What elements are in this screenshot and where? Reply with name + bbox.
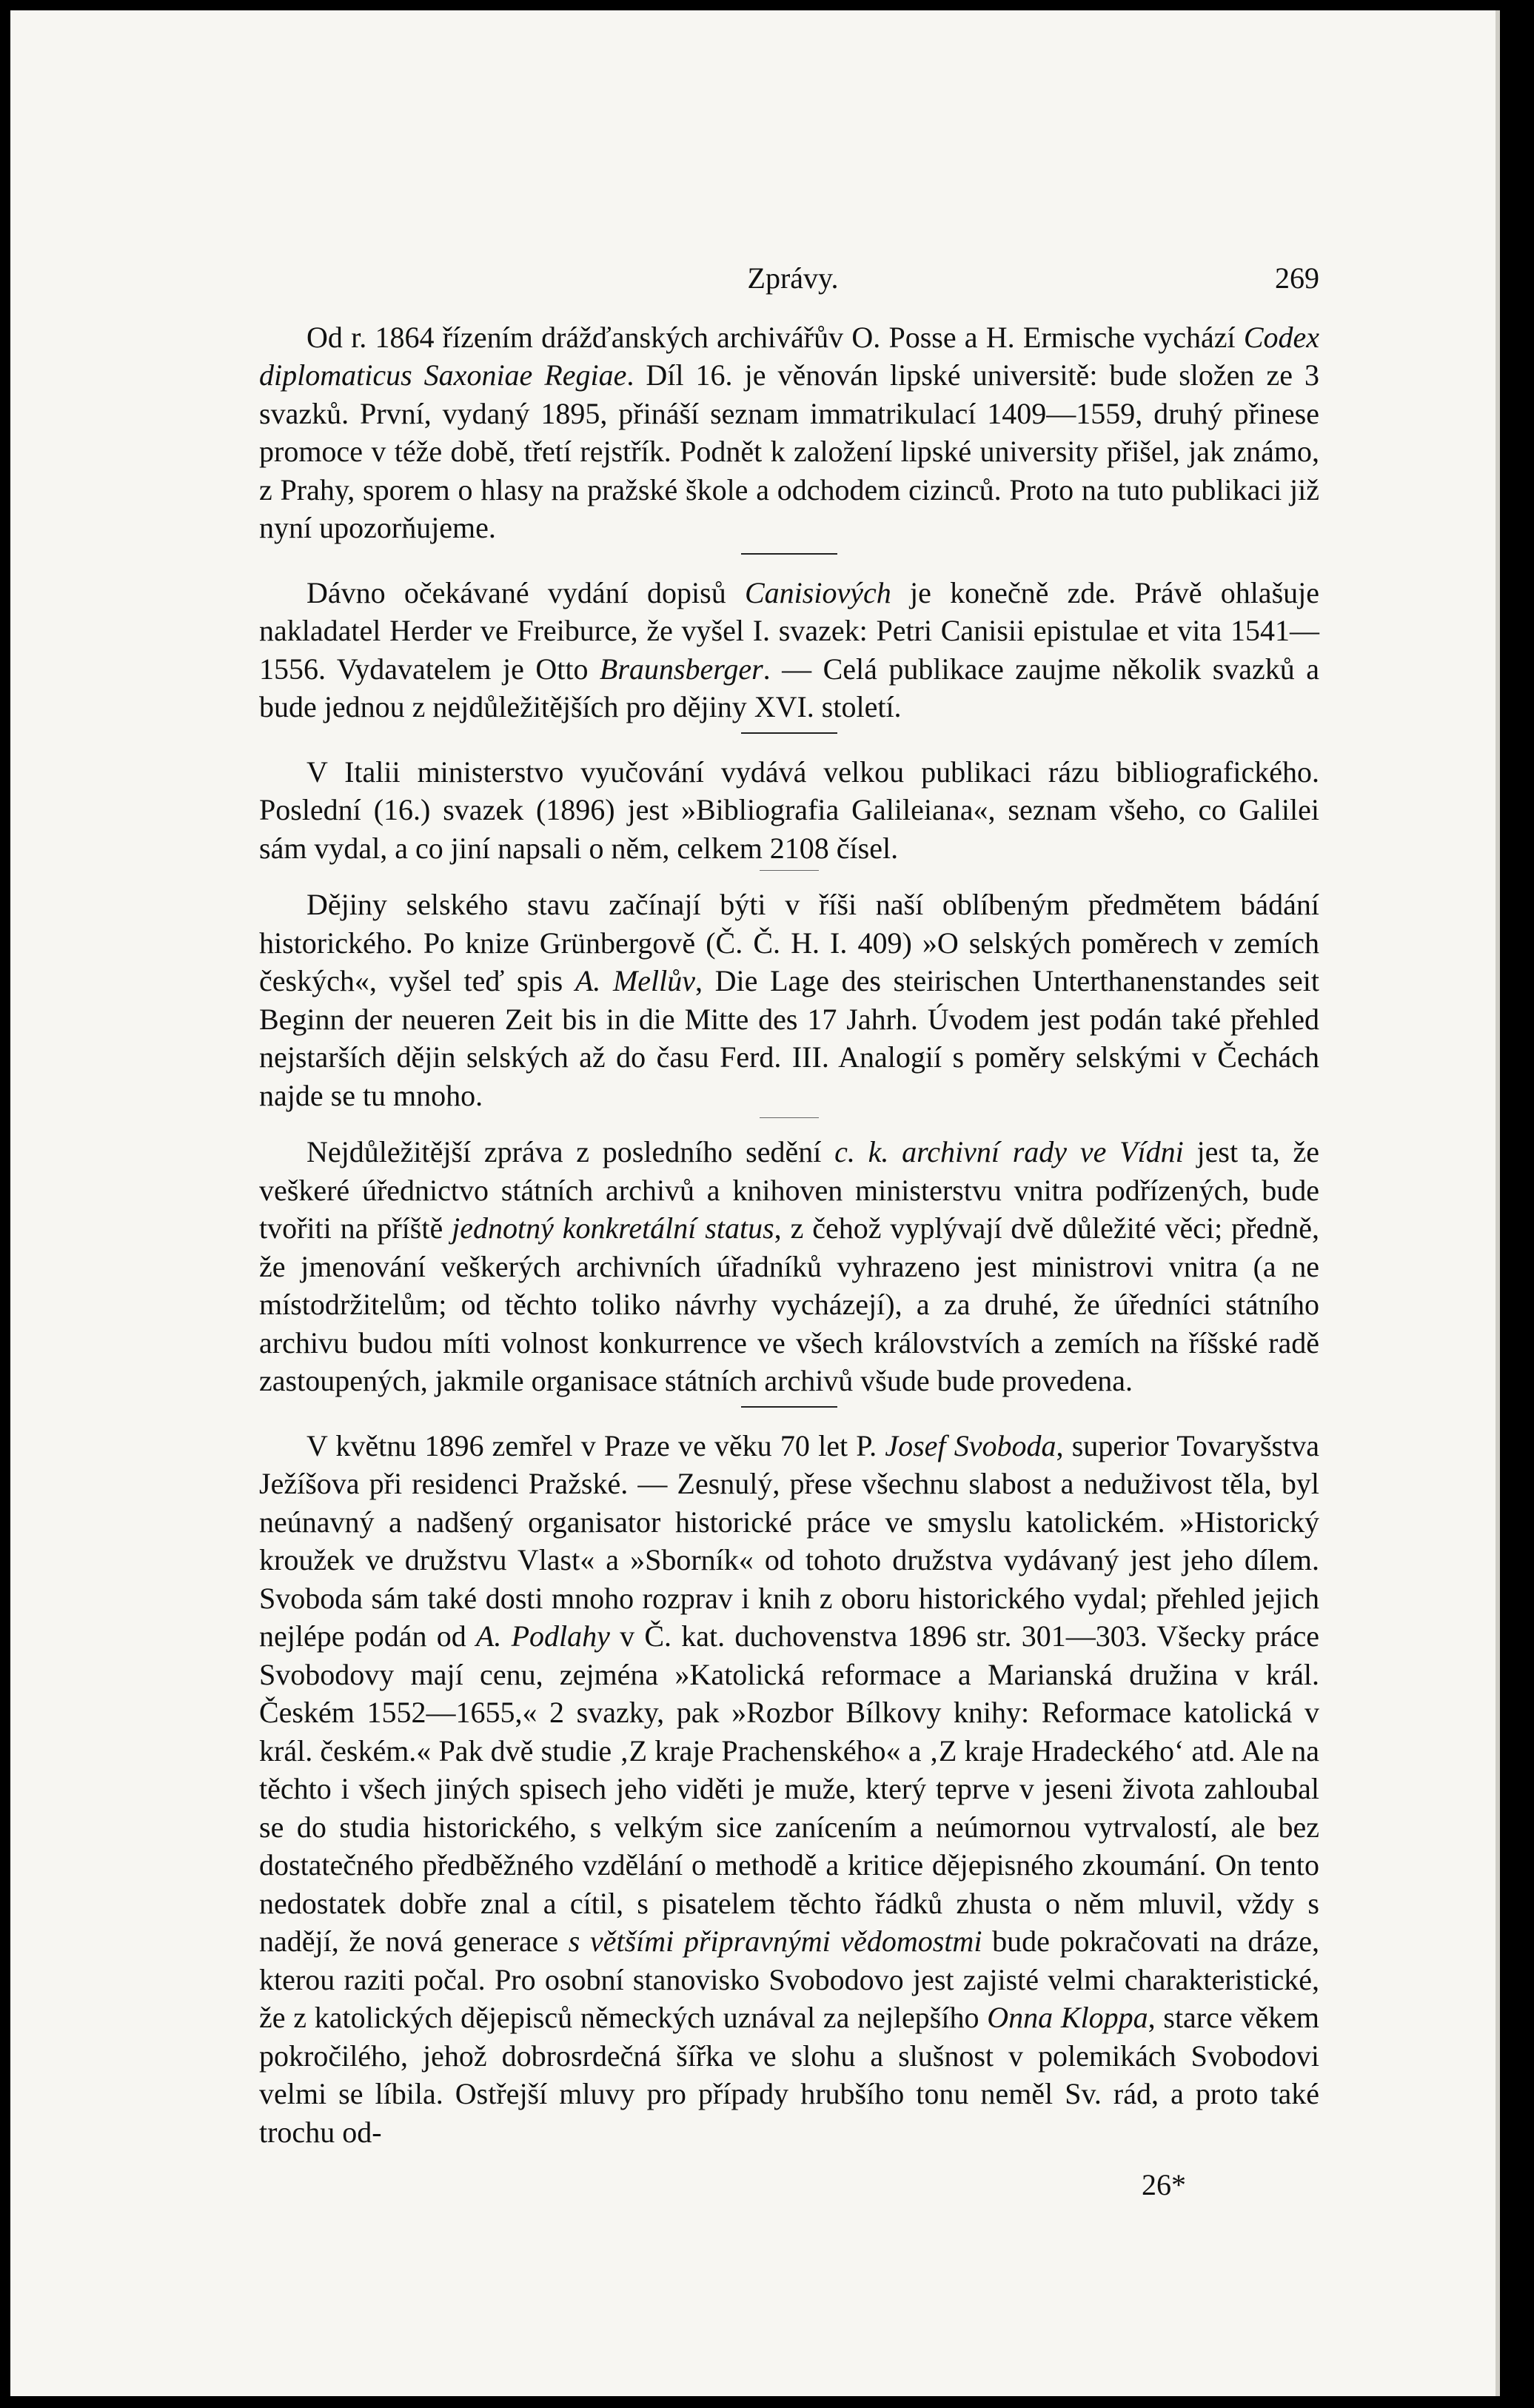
text-segment: Dějiny selského stavu začínají býti v říši naší oblíbeným předmětem bádání historického. Po knize Grünbergově (Č. Č. H. I. 409) »O selských poměrech v zemích českých«, vyšel teď spis	[259, 888, 1319, 997]
italic-segment: Onna Kloppa	[987, 2001, 1148, 2034]
separator-rule	[760, 870, 819, 871]
text-segment: Dávno očekávané vydání dopisů	[307, 575, 745, 609]
text-segment: V květnu 1896 zemřel v Praze ve věku 70 let P.	[307, 1428, 885, 1462]
italic-segment: s většími připravnými vědomostmi	[568, 1924, 982, 1958]
italic-segment: c. k. archivní rady ve Vídni	[834, 1135, 1184, 1168]
paragraph-obituary-svoboda	[259, 1427, 1319, 2152]
paragraph-archive-council	[259, 1133, 1319, 1400]
text-segment: . Díl 16. je věnován lipské universitě: bude složen ze 3 svazků. První, vydaný 1895, přináší seznam immatrikulací 1409—1559, druhý přinese promoce v téže době, třetí rejstřík. Podnět k založení lipské university přišel, jak známo, z Prahy, sporem o hlasy na pražské škole a odchodem cizinců. Proto na tuto publikaci již nyní upozorňujeme.	[259, 358, 1319, 544]
text-segment: , starce věkem pokročilého, jehož dobrosrdečná šířka ve slohu a slušnost v polemikách Svobodovi velmi se líbila. Ostřejší mluvy pro případy hrubšího tonu neměl Sv. rád, a proto také trochu od-	[259, 2001, 1319, 2149]
paragraph-codex-saxoniae	[259, 318, 1319, 547]
italic-segment: Codex diplomaticus Saxoniae Regiae	[259, 320, 1319, 392]
italic-segment: jednotný konkretální status	[452, 1211, 774, 1245]
text-segment: Od r. 1864 řízením drážďanských archivářův O. Posse a H. Ermische vychází	[307, 320, 1244, 354]
text-segment: . — Celá publikace zaujme několik svazků a bude jednou z nejdůležitějších pro dějiny XVI. století.	[259, 652, 1319, 723]
italic-segment: A. Mellův	[575, 964, 696, 997]
text-segment: je konečně zde. Právě ohlašuje nakladatel Herder ve Freiburce, že vyšel I. svazek: Petri Canisii epistulae et vita 1541—1556. Vydavatelem je Otto	[259, 575, 1319, 686]
italic-segment: A. Podlahy	[475, 1619, 610, 1653]
signature-mark: 26*	[1142, 2168, 1186, 2201]
text-segment: , z čehož vyplývají dvě důležité věci; předně, že jmenování veškerých archivních úřadníků vyhrazeno jest ministrovi vnitra (a ne místodržitelům; od těchto toliko návrhy vycházejí), a za druhé, že úředníci státního archivu budou míti volnost konkurrence ve všech královstvích a zemích na říšské radě zastoupených, jakmile organisace státních archivů všude bude provedena.	[259, 1211, 1319, 1397]
text-segment: Nejdůležitější zpráva z posledního sedění	[307, 1135, 835, 1168]
italic-segment: Josef Svoboda	[885, 1428, 1056, 1462]
page-number: 269	[1275, 261, 1319, 295]
text-segment: , superior Tovaryšstva Ježíšova při residenci Pražské. — Zesnulý, přese všechnu slabost a neduživost těla, byl neúnavný a nadšený organisator historické práce ve smyslu katolickém. »Historický kroužek ve družstvu Vlast« a »Sborník« od tohoto družstva vydávaný jest jeho dílem. Svoboda sám také dosti mnoho rozprav i knih z oboru historického vydal; přehled jejich nejlépe podán od	[259, 1428, 1319, 1653]
page-header-title: Zprávy.	[747, 261, 839, 295]
text-segment: bude pokračovati na dráze, kterou raziti počal. Pro osobní stanovisko Svobodovo jest zajisté velmi charakteristické, že z katolických dějepisců německých uznával za nejlepšího	[259, 1924, 1319, 2034]
separator-rule	[741, 553, 837, 555]
paragraph-bibliografia-galileiana	[259, 753, 1319, 868]
page-edge-shadow	[1496, 10, 1500, 2396]
paragraph-canisius-letters	[259, 574, 1319, 726]
separator-rule	[741, 1406, 837, 1408]
italic-segment: Braunsberger	[599, 652, 763, 686]
text-segment: v Č. kat. duchovenstva 1896 str. 301—303. Všecky práce Svobodovy mají cenu, zejména »Katolická reformace a Marianská družina v král. Českém 1552—1655,« 2 svazky, pak »Rozbor Bílkovy knihy: Reformace katolická v král. českém.« Pak dvě studie ‚Z kraje Prachenského« a ‚Z kraje Hradeckého‘ atd. Ale na těchto i všech jiných spisech jeho viděti je muže, který teprve v jeseni života zahloubal se do studia historického, s velkým sice zanícením a neúmornou vytrvalostí, ale bez dostatečného předběžného vzdělání o methodě a kritice dějepisného zkoumání. On tento nedostatek dobře znal a cítil, s pisatelem těchto řádků zhusta o něm mluvil, vždy s nadějí, že nová generace	[259, 1619, 1320, 1958]
paragraph-peasant-history	[259, 886, 1319, 1114]
italic-segment: Canisiových	[744, 575, 891, 609]
text-segment: , Die Lage des steirischen Unterthanenstandes seit Beginn der neueren Zeit bis in die Mitte des 17 Jahrh. Úvodem jest podán také přehled nejstarších dějin selských až do času Ferd. III. Analogií s poměry selskými v Čechách najde se tu mnoho.	[259, 964, 1320, 1112]
scanned-page	[10, 10, 1500, 2396]
text-segment: jest ta, že veškeré úřednictvo státních archivů a knihoven ministerstvu vnitra podřízených, bude tvořiti na příště	[259, 1135, 1320, 1245]
text-segment: V Italii ministerstvo vyučování vydává velkou publikaci rázu bibliografického. Poslední (16.) svazek (1896) jest »Bibliografia Galileiana«, seznam všeho, co Galilei sám vydal, a co jiní napsali o něm, celkem 2108 čísel.	[259, 755, 1319, 865]
separator-rule	[741, 732, 837, 734]
running-header	[259, 259, 1319, 298]
page-content	[259, 259, 1319, 2204]
separator-rule	[760, 1117, 819, 1118]
